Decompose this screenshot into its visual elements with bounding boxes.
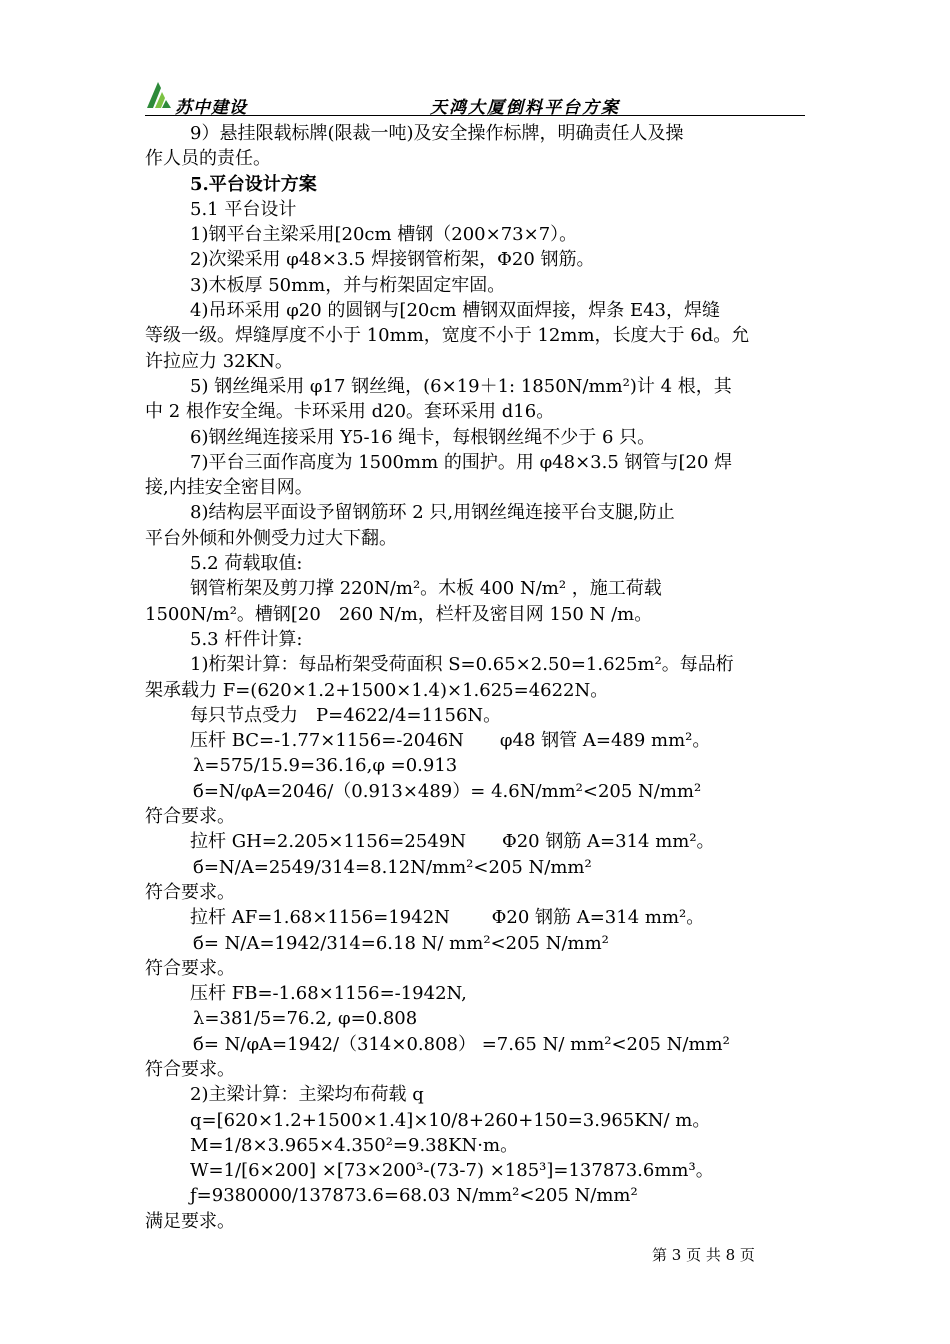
formula-line: б= N/φA=1942/（314×0.808） =7.65 N/ mm²<205 N/mm² — [193, 1033, 730, 1055]
conclusion-line: 符合要求。 — [145, 957, 235, 979]
body-line: 作人员的责任。 — [145, 148, 271, 170]
body-line: 钢管桁架及剪刀撑 220N/m²。木板 400 N/m² ，施工荷载 — [190, 578, 662, 600]
body-line: 4)吊环采用 φ20 的圆钢与[20cm 槽钢双面焊接，焊条 E43，焊缝 — [190, 300, 720, 322]
formula-line: 拉杆 AF=1.68×1156=1942N Φ20 钢筋 A=314 mm²。 — [190, 907, 705, 929]
page-number: 第 3 页 共 8 页 — [652, 1246, 755, 1264]
formula-line: q=[620×1.2+1500×1.4]×10/8+260+150=3.965KN/ m。 — [190, 1109, 711, 1131]
formula-line: 压杆 BC=-1.77×1156=-2046N φ48 钢管 A=489 mm²。 — [190, 730, 711, 752]
body-line: 1)钢平台主梁采用[20cm 槽钢（200×73×7）。 — [190, 224, 578, 246]
body-line: 每只节点受力 P=4622/4=1156N。 — [190, 704, 502, 726]
body-line: 8)结构层平面设予留钢筋环 2 只,用钢丝绳连接平台支腿,防止 — [190, 502, 675, 524]
body-line: 等级一级。焊缝厚度不小于 10mm，宽度不小于 12mm，长度大于 6d。允 — [145, 325, 750, 347]
subsection-heading: 5.2 荷载取值: — [190, 553, 303, 575]
body-line: 1500N/m²。槽钢[20 260 N/m，栏杆及密目网 150 N /m。 — [145, 603, 653, 625]
conclusion-line: 符合要求。 — [145, 806, 235, 828]
body-line: 7)平台三面作高度为 1500mm 的围护。用 φ48×3.5 钢管与[20 焊 — [190, 451, 733, 473]
conclusion-line: 符合要求。 — [145, 881, 235, 903]
body-line: 2)次梁采用 φ48×3.5 焊接钢管桁架，Φ20 钢筋。 — [190, 249, 595, 271]
body-line: 3)木板厚 50mm，并与桁架固定牢固。 — [190, 274, 506, 296]
formula-line: б=N/φA=2046/（0.913×489）= 4.6N/mm²<205 N/mm² — [193, 780, 702, 802]
body-line: 9）悬挂限载标牌(限裁一吨)及安全操作标牌，明确责任人及操 — [190, 123, 684, 144]
formula-line: M=1/8×3.965×4.350²=9.38KN·m。 — [190, 1134, 519, 1156]
formula-line: 拉杆 GH=2.205×1156=2549N Φ20 钢筋 A=314 mm²。 — [190, 831, 715, 853]
formula-line: ƒ=9380000/137873.6=68.03 N/mm²<205 N/mm² — [190, 1185, 638, 1207]
formula-line: λ=381/5=76.2, φ=0.808 — [193, 1008, 418, 1030]
body-line: 架承载力 F=(620×1.2+1500×1.4)×1.625=4622N。 — [145, 679, 609, 701]
body-line: 5) 钢丝绳采用 φ17 钢丝绳，(6×19＋1: 1850N/mm²)计 4 根，其 — [190, 375, 732, 397]
formula-line: λ=575/15.9=36.16,φ =0.913 — [193, 755, 458, 777]
body-line: 许拉应力 32KN。 — [145, 350, 293, 372]
company-logo-icon — [145, 78, 173, 110]
company-name: 苏中建设 — [175, 98, 247, 118]
formula-line: б= N/A=1942/314=6.18 N/ mm²<205 N/mm² — [193, 932, 609, 954]
formula-line: W=1/[6×200] ×[73×200³-(73-7) ×185³]=137873.6mm³。 — [190, 1160, 714, 1182]
body-line: 2)主梁计算：主梁均布荷载 q — [190, 1084, 424, 1106]
body-line: 中 2 根作安全绳。卡环采用 d20。套环采用 d16。 — [145, 401, 555, 423]
subsection-heading: 5.3 杆件计算: — [190, 628, 303, 650]
formula-line: 压杆 FB=-1.68×1156=-1942N, — [190, 983, 467, 1005]
page-header — [145, 78, 805, 118]
body-line: 平台外倾和外侧受力过大下翻。 — [145, 527, 397, 549]
body-line: 1)桁架计算：每品桁架受荷面积 S=0.65×2.50=1.625m²。每品桁 — [190, 654, 734, 676]
subsection-heading: 5.1 平台设计 — [190, 198, 297, 220]
conclusion-line: 符合要求。 — [145, 1058, 235, 1080]
formula-line: б=N/A=2549/314=8.12N/mm²<205 N/mm² — [193, 856, 592, 878]
document-title: 天鸿大厦倒料平台方案 — [430, 98, 620, 118]
document-body — [145, 121, 807, 1234]
conclusion-line: 满足要求。 — [145, 1210, 235, 1232]
body-line: 接,内挂安全密目网。 — [145, 477, 313, 499]
section-heading: 5.平台设计方案 — [190, 173, 317, 195]
header-divider — [145, 115, 805, 116]
body-line: 6)钢丝绳连接采用 Y5-16 绳卡，每根钢丝绳不少于 6 只。 — [190, 426, 656, 448]
